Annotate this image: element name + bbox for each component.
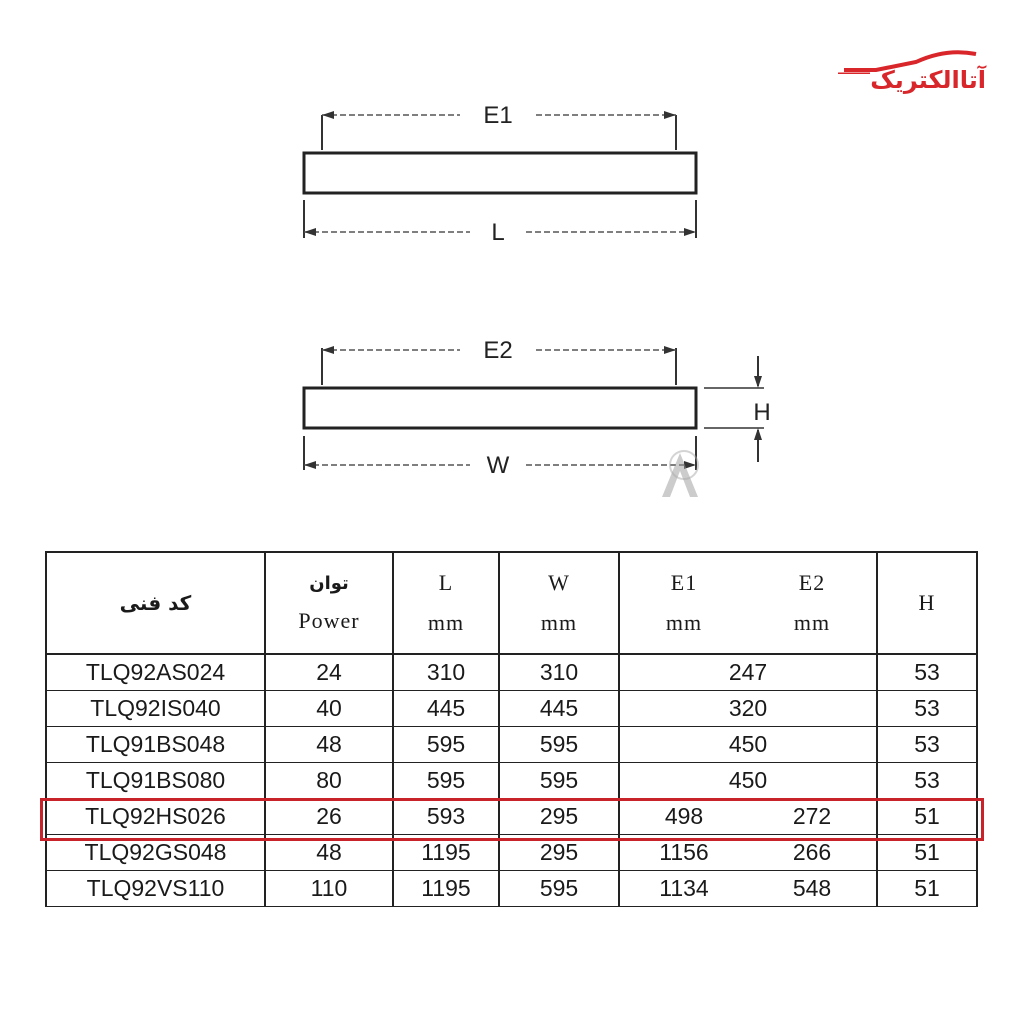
table-row [46, 871, 977, 907]
power-cell: 110 [265, 871, 393, 907]
l-cell: 445 [393, 691, 499, 727]
w-cell: 295 [499, 835, 619, 871]
code-cell: TLQ91BS048 [46, 727, 265, 763]
e1-value: 1134 [659, 875, 709, 901]
l-cell: 1195 [393, 835, 499, 871]
h-header: H [877, 552, 977, 654]
e1-label: E1 [483, 102, 513, 129]
w-label: W [486, 452, 510, 479]
h-cell: 51 [877, 835, 977, 871]
e2-value: 272 [792, 803, 832, 829]
power-cell: 26 [265, 799, 393, 835]
e-cell: 450 [619, 763, 877, 799]
watermark-logo-icon [650, 445, 710, 505]
h-cell: 53 [877, 691, 977, 727]
code-cell: TLQ91BS080 [46, 763, 265, 799]
e1-value: 498 [664, 803, 704, 829]
code-cell: TLQ92GS048 [46, 835, 265, 871]
l-cell: 593 [393, 799, 499, 835]
power-cell: 48 [265, 835, 393, 871]
e1-value: 1156 [659, 839, 709, 865]
power-cell: 80 [265, 763, 393, 799]
power-header: توان Power [265, 552, 393, 654]
l-cell: 595 [393, 763, 499, 799]
code-cell: TLQ92IS040 [46, 691, 265, 727]
table-row [46, 654, 977, 691]
e-header: E1 mm E2 mm [619, 552, 877, 654]
table-row-highlighted [46, 799, 977, 835]
h-cell: 51 [877, 799, 977, 835]
top-view [304, 102, 696, 246]
e2-label: E2 [483, 337, 513, 364]
table-row [46, 835, 977, 871]
power-cell: 48 [265, 727, 393, 763]
e-cell [619, 871, 877, 907]
table-row [46, 763, 977, 799]
code-cell: TLQ92VS110 [46, 871, 265, 907]
h-cell: 53 [877, 654, 977, 691]
l-cell: 595 [393, 727, 499, 763]
h-cell: 53 [877, 727, 977, 763]
e-cell [619, 799, 877, 835]
h-cell: 51 [877, 871, 977, 907]
logo-text: آتاالکتریک [870, 66, 986, 94]
code-cell: TLQ92AS024 [46, 654, 265, 691]
h-cell: 53 [877, 763, 977, 799]
w-cell: 595 [499, 727, 619, 763]
spec-table [45, 551, 978, 907]
l-cell: 1195 [393, 871, 499, 907]
w-cell: 595 [499, 871, 619, 907]
l-header: L mm [393, 552, 499, 654]
code-header: کد فنی [46, 552, 265, 654]
h-label: H [753, 399, 771, 426]
w-cell: 295 [499, 799, 619, 835]
w-cell: 595 [499, 763, 619, 799]
table-row [46, 691, 977, 727]
e2-value: 266 [792, 839, 832, 865]
e-cell [619, 835, 877, 871]
w-cell: 445 [499, 691, 619, 727]
e-cell: 450 [619, 727, 877, 763]
w-cell: 310 [499, 654, 619, 691]
power-cell: 24 [265, 654, 393, 691]
w-header: W mm [499, 552, 619, 654]
e-cell: 320 [619, 691, 877, 727]
e2-value: 548 [792, 875, 832, 901]
l-label: L [491, 219, 505, 246]
e-cell: 247 [619, 654, 877, 691]
power-cell: 40 [265, 691, 393, 727]
header-row [46, 552, 977, 654]
table-row [46, 727, 977, 763]
code-cell: TLQ92HS026 [46, 799, 265, 835]
l-cell: 310 [393, 654, 499, 691]
